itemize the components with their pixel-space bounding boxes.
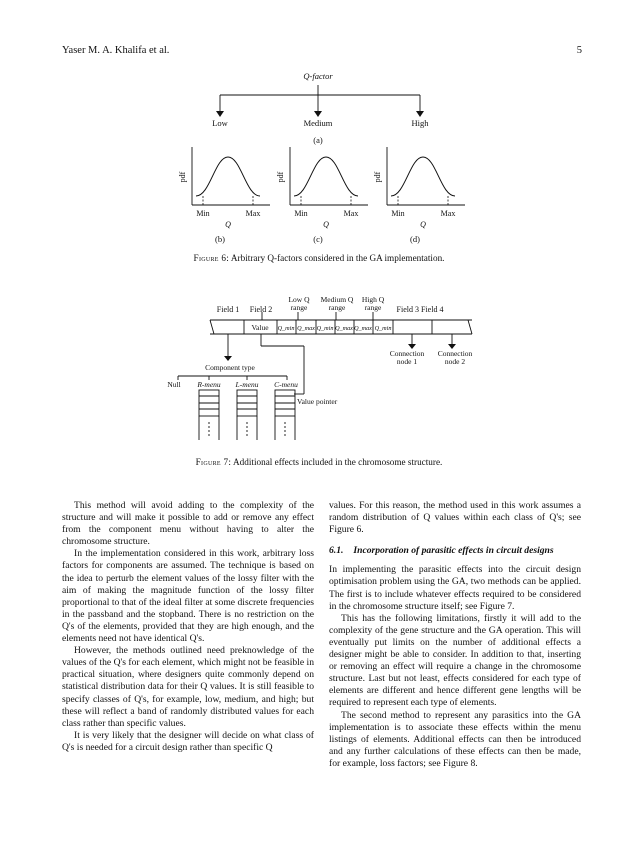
figure-7-caption [0, 457, 638, 467]
q-factor-label: Q-factor [303, 71, 333, 81]
qmax-cell: Q_max [297, 325, 315, 332]
q-axis-label: Q [323, 220, 329, 229]
max-label: Max [440, 209, 456, 218]
high-q-range: range [364, 303, 382, 312]
connection-node-1: Connection [389, 349, 425, 358]
subfig-d-label: (d) [410, 234, 420, 244]
max-label: Max [343, 209, 359, 218]
branch-low: Low [212, 118, 228, 128]
caption-text: Arbitrary Q-factors considered in the GA implementation. [230, 253, 445, 263]
subfig-b-label: (b) [215, 234, 225, 244]
qmax-cell: Q_max [335, 325, 353, 332]
section-title: Incorporation of parasitic effects in circuit designs [353, 545, 554, 557]
qmax-cell: Q_max [354, 325, 372, 332]
caption-label: Figure 6: [193, 253, 230, 263]
q-axis-label: Q [420, 220, 426, 229]
pdf-panel-c [276, 147, 368, 244]
min-label: Min [294, 209, 308, 218]
field34-label: Field 3 Field 4 [396, 305, 444, 314]
figure-7 [0, 288, 638, 468]
connection-node-2: Connection [437, 349, 473, 358]
value-cell: Value [251, 323, 269, 332]
paragraph: This method will avoid adding to the complexity of the structure and will make it possible to add or remove any effect from the component menu without having to alter the chromosome structure. [62, 500, 314, 548]
min-label: Min [196, 209, 210, 218]
paragraph: The second method to represent any parasitics into the GA implementation is to associate these effects within the menu listings of elements. Additional effects can then be introduced and any further calculations of these effects can then be made, for example, loss factors; see Figure 8. [329, 709, 581, 769]
branch-medium: Medium [303, 118, 333, 128]
caption-label: Figure 7: [195, 457, 232, 467]
component-type-label: Component type [205, 363, 255, 372]
pdf-panel-d [373, 147, 465, 244]
paragraph: It is very likely that the designer will decide on what class of Q's is needed for a circuit design rather than specific Q [62, 729, 314, 753]
pdf-panel-b [178, 147, 270, 244]
right-column [329, 500, 581, 770]
c-menu-label: C-menu [274, 380, 298, 389]
field2-label: Field 2 [249, 305, 273, 314]
qmin-cell: Q_min [277, 325, 295, 332]
section-number: 6.1. [329, 545, 344, 557]
subfig-c-label: (c) [313, 234, 323, 244]
paragraph: values. For this reason, the method used in this work assumes a random distribution of Q values within each class of Q's; see Figure 6. [329, 500, 581, 536]
q-axis-label: Q [225, 220, 231, 229]
pdf-label: pdf [373, 171, 382, 183]
left-column [62, 500, 314, 754]
high-q-label: High Q [361, 295, 385, 304]
min-label: Min [391, 209, 405, 218]
low-q-range: range [290, 303, 308, 312]
page-number: 5 [576, 45, 582, 56]
r-menu-label: R-menu [197, 380, 221, 389]
field1-label: Field 1 [216, 305, 240, 314]
subfig-a-label: (a) [313, 135, 323, 145]
section-heading [329, 545, 581, 557]
qmin-cell: Q_min [316, 325, 334, 332]
caption-text: Additional effects included in the chromosome structure. [233, 457, 443, 467]
connection-node-2-sub: node 2 [444, 357, 466, 366]
running-header-authors: Yaser M. A. Khalifa et al. [62, 45, 170, 56]
paragraph: In the implementation considered in this work, arbitrary loss factors for components are assumed. The technique is based on the idea to perturb the element values of the lossy filter with the aim of making the magnitude function of the lossy filter proportional to that of the ideal filter at some discrete frequencies in the passband and the stopband. There is no restriction on the Q's of the elements, provided that they are high enough, and the elements need not have identical Q's. [62, 548, 314, 645]
paragraph: In implementing the parasitic effects into the circuit design optimisation problem using the GA, two methods can be applied. The first is to include whatever effects required to be considered in the chromosome structure itself; see Figure 7. [329, 564, 581, 612]
null-label: Null [167, 380, 181, 389]
pdf-label: pdf [276, 171, 285, 183]
low-q-label: Low Q [288, 295, 310, 304]
l-menu-label: L-menu [235, 380, 259, 389]
medium-q-label: Medium Q [320, 295, 354, 304]
paragraph: However, the methods outlined need preknowledge of the values of the Q's for each element, which might not be feasible in practical situation, where designers quite commonly depend on statistical distribution data for their Q values. It is still feasible to specify classes of Q's, for example, low, medium, and high; but these will reflect a band of randomly distributed values for each class rather than specific values. [62, 645, 314, 729]
pdf-label: pdf [178, 171, 187, 183]
qmin-cell: Q_min [374, 325, 392, 332]
connection-node-1-sub: node 1 [396, 357, 418, 366]
paragraph: This has the following limitations, firstly it will add to the complexity of the gene structure and the GA operation. This will eventually put limits on the number of additional effects a designer might be able to consider. In addition to that, inserting or removing an effect will require a change in the chromosome structure. Last but not least, effects considered for each type of elements are different and hence different gene lengths will be required to represent each type of elements. [329, 612, 581, 709]
max-label: Max [245, 209, 261, 218]
branch-high: High [411, 118, 429, 128]
value-pointer-label: Value pointer [297, 397, 338, 406]
medium-q-range: range [328, 303, 346, 312]
figure-6-caption [0, 253, 638, 263]
